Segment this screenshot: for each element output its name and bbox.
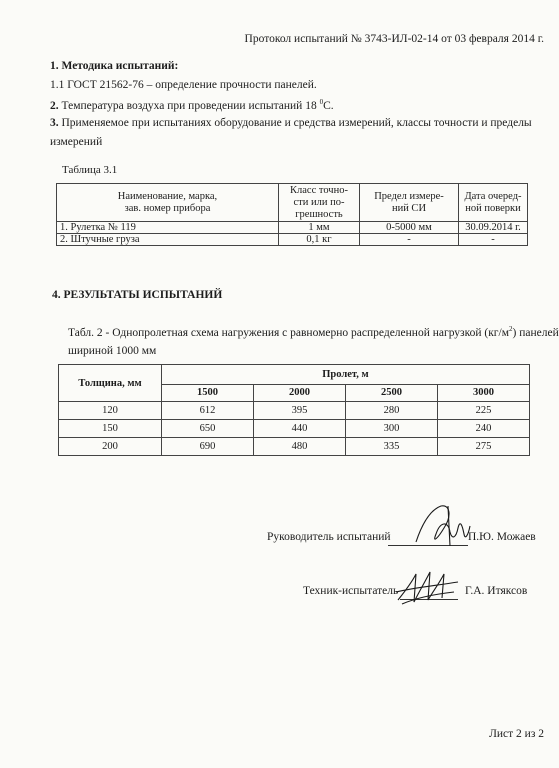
tech-signature (392, 568, 464, 610)
table-row (59, 438, 530, 456)
methods-line-3-cont: измерений (50, 136, 103, 148)
span-value: 2500 (346, 384, 438, 401)
table-2-caption: Табл. 2 - Однопролетная схема нагружения с равномерно распределенной нагрузкой $(кг/м^2)$ панелей (68, 325, 559, 339)
head-label: Руководитель испытаний (267, 531, 391, 543)
thickness-header: Толщина, мм (59, 365, 162, 402)
table-2-caption-cont: шириной 1000 мм (68, 345, 157, 357)
protocol-header: Протокол испытаний № 3743-ИЛ-02-14 от 03 февраля 2014 г. (244, 33, 544, 45)
header-accuracy: Класс точно- сти или по- грешность (279, 184, 360, 222)
load-table (58, 364, 530, 456)
page-number: Лист 2 из 2 (489, 728, 544, 740)
load-cell: 240 (438, 420, 530, 438)
table-row (59, 402, 530, 420)
range-cell: - (360, 234, 459, 246)
load-cell: 300 (346, 420, 438, 438)
load-cell: 612 (162, 402, 254, 420)
device-cell: 2. Штучные груза (57, 234, 279, 246)
load-cell: 690 (162, 438, 254, 456)
load-cell: 275 (438, 438, 530, 456)
verification-cell: 30.09.2014 г. (459, 222, 528, 234)
thickness-cell: 200 (59, 438, 162, 456)
equipment-table (56, 183, 528, 246)
thickness-cell: 120 (59, 402, 162, 420)
methods-title: 1. Методика испытаний: (50, 60, 179, 72)
device-cell: 1. Рулетка № 119 (57, 222, 279, 234)
accuracy-cell: 0,1 кг (279, 234, 360, 246)
results-title: 4. РЕЗУЛЬТАТЫ ИСПЫТАНИЙ (52, 289, 223, 301)
tech-label: Техник-испытатель (303, 585, 399, 597)
accuracy-cell: 1 мм (279, 222, 360, 234)
load-cell: 225 (438, 402, 530, 420)
load-cell: 280 (346, 402, 438, 420)
span-value: 3000 (438, 384, 530, 401)
span-value: 1500 (162, 384, 254, 401)
table-header-row (57, 184, 528, 222)
methods-line-3: 3. Применяемое при испытаниях оборудование и средства измерений, классы точности и пределы (50, 117, 532, 129)
thickness-cell: 150 (59, 420, 162, 438)
load-cell: 480 (254, 438, 346, 456)
header-device: Наименование, марка, зав. номер прибора (57, 184, 279, 222)
table-row (57, 234, 528, 246)
load-cell: 440 (254, 420, 346, 438)
range-cell: 0-5000 мм (360, 222, 459, 234)
load-cell: 395 (254, 402, 346, 420)
header-range: Предел измере- ний СИ (360, 184, 459, 222)
head-signature (408, 500, 478, 552)
load-cell: 650 (162, 420, 254, 438)
span-header: Пролет, м (162, 365, 530, 385)
verification-cell: - (459, 234, 528, 246)
table-1-caption: Таблица 3.1 (62, 164, 118, 176)
methods-line-2: 2. Температура воздуха при проведении испытаний 18 $^0$С. (50, 98, 334, 112)
table-row (57, 222, 528, 234)
methods-line-1: 1.1 ГОСТ 21562-76 – определение прочности панелей. (50, 79, 317, 91)
header-verification: Дата очеред- ной поверки (459, 184, 528, 222)
tech-name: Г.А. Итяксов (465, 585, 528, 597)
head-name: П.Ю. Можаев (468, 531, 536, 543)
table-row (59, 420, 530, 438)
span-value: 2000 (254, 384, 346, 401)
load-cell: 335 (346, 438, 438, 456)
